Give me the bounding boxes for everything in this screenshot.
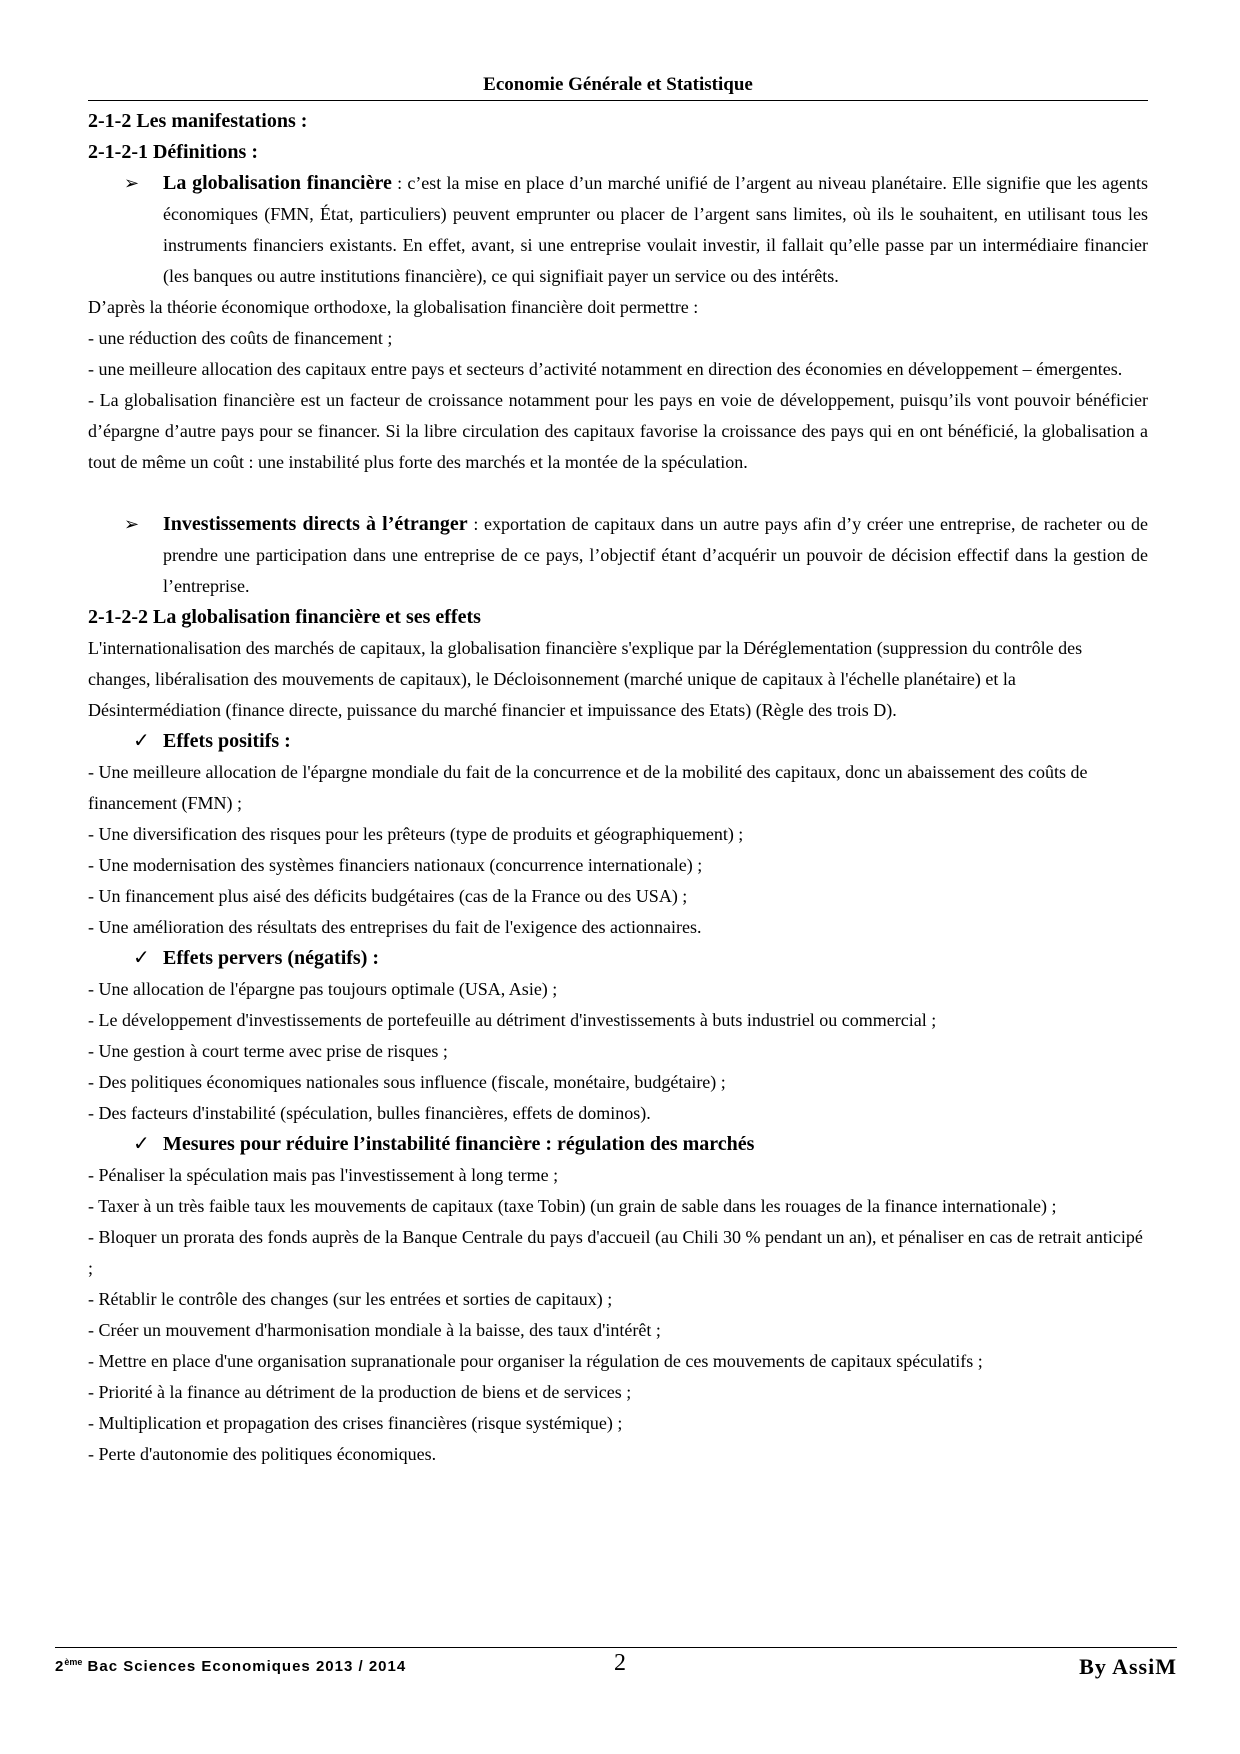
list-item: - Le développement d'investissements de portefeuille au détriment d'investissements à buts industriel ou commercial ; (88, 1010, 937, 1030)
spacer (88, 478, 1148, 509)
checkmark-icon: ✓ (133, 1133, 150, 1155)
footer-level: 2 (55, 1658, 65, 1675)
checkmark-icon: ✓ (133, 730, 150, 752)
header-rule (88, 100, 1148, 101)
definition-text: : exportation de capitaux dans un autre pays afin d’y créer une entreprise, de racheter ou de prendre une participation dans une entreprise de ce pays, l’objectif étant d’acquérir un pouvoir de décision effectif dans la gestion de l’entreprise. (163, 514, 1148, 596)
heading-effets-pervers (88, 943, 1148, 974)
checkmark-icon: ✓ (133, 947, 150, 969)
heading-text: Mesures pour réduire l’instabilité financière : régulation des marchés (163, 1133, 755, 1155)
list-item: - Mettre en place d'une organisation supranationale pour organiser la régulation de ces mouvements de capitaux spéculatifs ; (88, 1351, 983, 1371)
section-heading-definitions: 2-1-2-1 Définitions : (88, 141, 258, 163)
page-number: 2 (614, 1650, 626, 1676)
footer-rule (55, 1647, 1177, 1648)
page-header-title: Economie Générale et Statistique (483, 74, 753, 95)
list-item: - une réduction des coûts de financement ; (88, 328, 393, 348)
footer-course (55, 1657, 406, 1675)
list-item: - Un financement plus aisé des déficits budgétaires (cas de la France ou des USA) ; (88, 886, 688, 906)
heading-mesures (88, 1129, 1148, 1160)
arrow-bullet-icon: ➢ (124, 173, 140, 193)
list-item: - Pénaliser la spéculation mais pas l'investissement à long terme ; (88, 1165, 559, 1185)
footer-author: By AssiM (1079, 1654, 1177, 1679)
list-item: - Une modernisation des systèmes financiers nationaux (concurrence internationale) ; (88, 855, 703, 875)
definition-term: La globalisation financière (163, 172, 392, 194)
document-body (88, 106, 1148, 1470)
definition-globalisation (88, 168, 1148, 292)
list-item: - Priorité à la finance au détriment de la production de biens et de services ; (88, 1382, 632, 1402)
list-item: - Créer un mouvement d'harmonisation mondiale à la baisse, des taux d'intérêt ; (88, 1320, 661, 1340)
list-item: - La globalisation financière est un facteur de croissance notamment pour les pays en voie de développement, puisqu’ils vont pouvoir bénéficier d’épargne d’autre pays pour se financer. Si la libre circulation des capitaux favorise la croissance des pays qui en ont bénéficié, la globalisation a tout de même un coût : une instabilité plus forte des marchés et la montée de la spéculation. (88, 390, 1148, 472)
list-item: - Taxer à un très faible taux les mouvements de capitaux (taxe Tobin) (un grain de sable dans les rouages de la finance internationale) ; (88, 1196, 1057, 1216)
section-heading-effets: 2-1-2-2 La globalisation financière et ses effets (88, 606, 481, 628)
footer-level-sup: ème (64, 1657, 83, 1667)
heading-text: Effets pervers (négatifs) : (163, 947, 380, 969)
list-item: - une meilleure allocation des capitaux entre pays et secteurs d’activité notamment en direction des économies en développement – émergentes. (88, 359, 1123, 379)
list-item: - Des facteurs d'instabilité (spéculation, bulles financières, effets de dominos). (88, 1103, 651, 1123)
definition-ide (88, 509, 1148, 602)
heading-text: Effets positifs : (163, 730, 291, 752)
list-item: - Rétablir le contrôle des changes (sur les entrées et sorties de capitaux) ; (88, 1289, 613, 1309)
list-item: - Une meilleure allocation de l'épargne mondiale du fait de la concurrence et de la mobilité des capitaux, donc un abaissement des coûts de financement (FMN) ; (88, 762, 1088, 813)
list-item: - Une diversification des risques pour les prêteurs (type de produits et géographiquement) ; (88, 824, 744, 844)
section-heading-manifestations: 2-1-2 Les manifestations : (88, 110, 308, 132)
list-item: - Une allocation de l'épargne pas toujours optimale (USA, Asie) ; (88, 979, 558, 999)
list-item: - Bloquer un prorata des fonds auprès de la Banque Centrale du pays d'accueil (au Chili 30 % pendant un an), et pénaliser en cas de retrait anticipé ; (88, 1227, 1143, 1278)
definition-term: Investissements directs à l’étranger (163, 513, 468, 535)
definition-text: : c’est la mise en place d’un marché unifié de l’argent au niveau planétaire. Elle signifie que les agents économiques (FMN, État, particuliers) peuvent emprunter ou placer de l’argent sans limites, où ils le souhaitent, en utilisant tous les instruments financiers existants. En effet, avant, si une entreprise voulait investir, il fallait qu’elle passe par un intermédiaire financier (les banques ou autre institutions financière), ce qui signifiait payer un service ou des intérêts. (163, 173, 1148, 286)
footer-course-text: Bac Sciences Economiques 2013 / 2014 (82, 1658, 407, 1675)
list-item: - Une gestion à court terme avec prise de risques ; (88, 1041, 448, 1061)
arrow-bullet-icon: ➢ (124, 514, 140, 534)
theory-intro: D’après la théorie économique orthodoxe, la globalisation financière doit permettre : (88, 297, 699, 317)
list-item: - Des politiques économiques nationales sous influence (fiscale, monétaire, budgétaire) ; (88, 1072, 726, 1092)
list-item: - Une amélioration des résultats des entreprises du fait de l'exigence des actionnaires. (88, 917, 702, 937)
heading-effets-positifs (88, 726, 1148, 757)
list-item: - Perte d'autonomie des politiques économiques. (88, 1444, 437, 1464)
effets-intro: L'internationalisation des marchés de capitaux, la globalisation financière s'explique par la Déréglementation (suppression du contrôle des changes, libéralisation des mouvements de capitaux), le Décloisonnement (marché unique de capitaux à l'échelle planétaire) et la Désintermédiation (finance directe, puissance du marché financier et impuissance des Etats) (Règle des trois D). (88, 638, 1083, 720)
list-item: - Multiplication et propagation des crises financières (risque systémique) ; (88, 1413, 623, 1433)
